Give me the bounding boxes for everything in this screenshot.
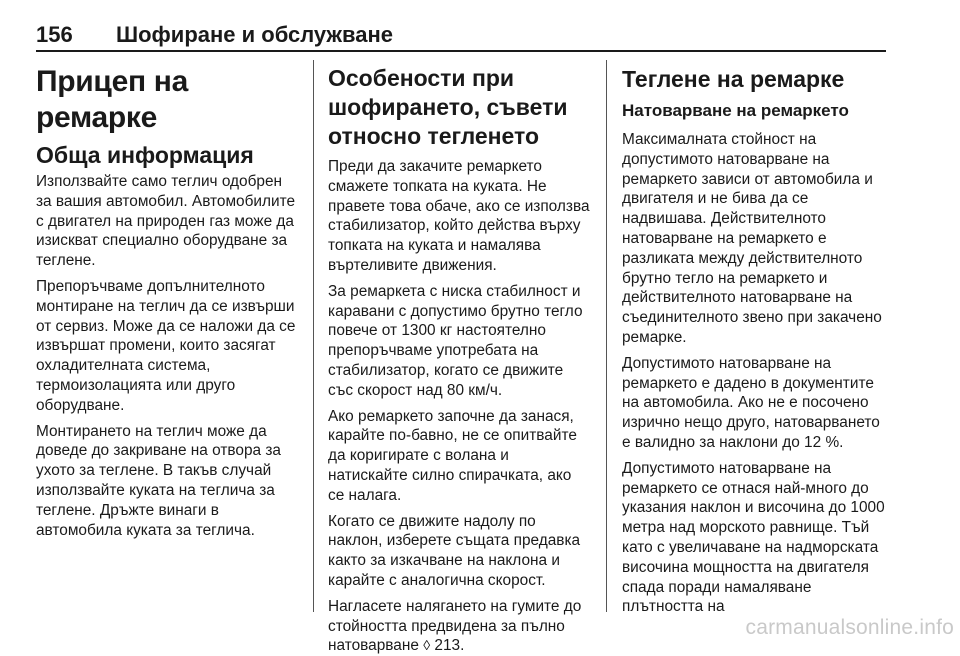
trailer-towing-heading: Теглене на ремарке	[622, 66, 845, 92]
paragraph: За ремаркета с ниска стабилност и каравани с допустимо брутно тегло повече от 1300 кг настоятелно препоръчваме употребата на стабилизатор, когато се движите със скорост над 80 км/ч.	[328, 282, 583, 399]
page-header	[36, 22, 393, 52]
paragraph	[328, 597, 590, 656]
paragraph: Максималната стойност на допустимото натоварване на ремаркето зависи от автомобила и двигателя и не бива да се надвишава. Действителното натоварване на ремаркето е разликата между действителното брутно тегло на ремаркето и действителното натоварване на съединителното звено при закачено ремарке.	[622, 131, 882, 346]
column-1	[36, 60, 300, 612]
section-title: Шофиране и обслужване	[116, 22, 394, 47]
paragraph: Когато се движите надолу по наклон, изберете същата предавка както за изкачване на наклона и карайте с аналогична скорост.	[328, 512, 581, 589]
chapter-title: Прицеп на ремарке	[36, 65, 189, 134]
paragraph: Ако ремаркето започне да занася, карайте по-бавно, не се опитвайте да коригирате с волана и натискайте силно спирачката, ако се налага.	[328, 407, 577, 504]
page-number: 156	[36, 22, 73, 47]
general-info-heading: Обща информация	[36, 142, 254, 168]
paragraph: Преди да закачите ремаркето смажете топката на куката. Не правете това обаче, ако се използва стабилизатор, който действа върху топката на куката и намалява въртеливите движения.	[328, 158, 590, 274]
column-3	[622, 60, 888, 616]
paragraph: Използвайте само теглич одобрен за вашия автомобил. Автомобилите с двигател на природен газ може да изискват специално оборудване за теглене.	[36, 173, 296, 270]
paragraph-text: Нагласете налягането на гумите до стойността предвидена за пълно натоварване	[328, 597, 582, 655]
driving-tips-heading: Особености при шофирането, съвети относно тегленето	[328, 65, 568, 149]
column-divider-1	[313, 60, 314, 612]
page-reference-icon: ◊	[423, 637, 431, 654]
column-2	[328, 60, 590, 655]
paragraph: Допустимото натоварване на ремаркето е дадено в документите на автомобила. Ако не е посочено изрично нещо друго, натоварването е валидно за наклони до 12 %.	[622, 354, 880, 451]
paragraph: Допустимото натоварване на ремаркето се отнася най-много до указания наклон и височина до 1000 метра над морското равнище. Тъй като с увеличаване на надморската височина мощността на двигателя спада поради намаляване плътността на	[622, 459, 885, 616]
watermark: carmanualsonline.info	[745, 616, 954, 639]
header-rule	[36, 50, 886, 52]
page-reference-link[interactable]: 213.	[434, 637, 465, 655]
paragraph: Монтирането на теглич може да доведе до закриване на отвора за ухото за теглене. В такъв случай използвайте куката на теглича за теглене. Дръжте винаги в автомобила куката за теглича.	[36, 422, 281, 539]
column-divider-2	[606, 60, 607, 612]
trailer-load-heading: Натоварване на ремаркето	[622, 101, 849, 120]
paragraph: Препоръчваме допълнителното монтиране на теглич да се извърши от сервиз. Може да се наложи да се извършат промени, които засягат охладителната система, термоизолацията или друго оборудване.	[36, 277, 296, 414]
